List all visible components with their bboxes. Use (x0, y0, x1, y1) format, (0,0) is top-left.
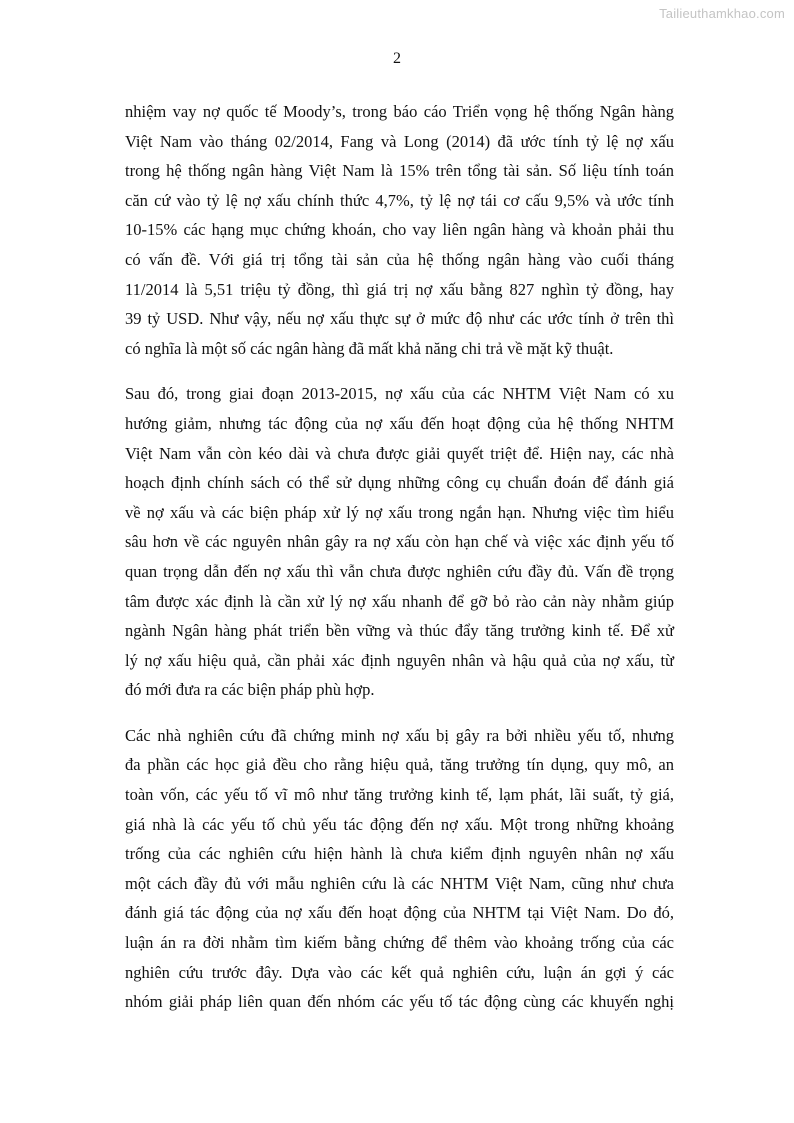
text-line: đa phần các học giả đều cho rằng hiệu quả, tăng trưởng tín dụng, quy mô, an (125, 755, 674, 775)
text-line: có vấn đề. Với giá trị tổng tài sản của hệ thống ngân hàng vào cuối tháng (125, 249, 674, 269)
text-line: nhóm giải pháp liên quan đến nhóm các yếu tố tác động cùng các khuyến nghị (125, 992, 674, 1012)
text-line: hướng giảm, nhưng tác động của nợ xấu đến hoạt động của hệ thống NHTM (125, 413, 674, 433)
text-line: Sau đó, trong giai đoạn 2013-2015, nợ xấu của các NHTM Việt Nam có xu (125, 384, 674, 404)
text-line: 10-15% các hạng mục chứng khoán, cho vay liên ngân hàng và khoản phải thu (125, 220, 674, 240)
document-body (125, 97, 674, 1017)
text-line: trong hệ thống ngân hàng Việt Nam là 15% trên tổng tài sản. Số liệu tính toán (125, 161, 674, 181)
text-line: có nghĩa là một số các ngân hàng đã mất khả năng chi trả về mặt kỹ thuật. (125, 338, 614, 358)
text-line: trống của các nghiên cứu hiện hành là chưa kiểm định nguyên nhân nợ xấu (125, 844, 674, 864)
text-line: nhiệm vay nợ quốc tế Moody’s, trong báo cáo Triển vọng hệ thống Ngân hàng (125, 102, 674, 121)
text-line: đánh giá tác động của nợ xấu đến hoạt động của NHTM tại Việt Nam. Do đó, (125, 903, 674, 923)
text-line: về nợ xấu và các biện pháp xử lý nợ xấu trong ngắn hạn. Nhưng việc tìm hiểu (125, 502, 674, 522)
text-line: hoạch định chính sách có thể sử dụng những công cụ chuẩn đoán để đánh giá (125, 473, 674, 493)
paragraph-1 (125, 97, 674, 363)
text-line: Các nhà nghiên cứu đã chứng minh nợ xấu bị gây ra bởi nhiều yếu tố, nhưng (125, 725, 674, 745)
text-line: 39 tỷ USD. Như vậy, nếu nợ xấu thực sự ở mức độ như các ước tính ở trên thì (125, 309, 674, 329)
text-line: nghiên cứu trước đây. Dựa vào các kết quả nghiên cứu, luận án gợi ý các (125, 962, 674, 982)
text-line: một cách đầy đủ với mẫu nghiên cứu là các NHTM Việt Nam, cũng như chưa (125, 873, 674, 893)
watermark: Tailieuthamkhao.com (659, 6, 785, 21)
text-line: Việt Nam vẫn còn kéo dài và chưa được giải quyết triệt để. Hiện nay, các nhà (125, 443, 674, 463)
text-line: giá nhà là các yếu tố chủ yếu tác động đến nợ xấu. Một trong những khoảng (125, 814, 674, 834)
text-line: Việt Nam vào tháng 02/2014, Fang và Long (2014) đã ước tính tỷ lệ nợ xấu (125, 131, 674, 151)
text-line: căn cứ vào tỷ lệ nợ xấu chính thức 4,7%, tỷ lệ nợ tái cơ cấu 9,5% và ước tính (125, 190, 674, 210)
paragraph-3 (125, 721, 674, 1017)
text-line: sâu hơn về các nguyên nhân gây ra nợ xấu còn hạn chế và việc xác định yếu tố (125, 532, 674, 552)
text-line: 11/2014 là 5,51 triệu tỷ đồng, thì giá trị nợ xấu bằng 827 nghìn tỷ đồng, hay (125, 279, 674, 299)
text-line: lý nợ xấu hiệu quả, cần phải xác định nguyên nhân và hậu quả của nợ xấu, từ (125, 650, 674, 670)
page-number: 2 (393, 50, 401, 67)
text-line: quan trọng dẫn đến nợ xấu thì vẫn chưa được nghiên cứu đầy đủ. Vấn đề trọng (125, 561, 674, 581)
paragraph-2 (125, 379, 674, 705)
text-line: đó mới đưa ra các biện pháp phù hợp. (125, 680, 375, 700)
text-line: ngành Ngân hàng phát triển bền vững và thúc đẩy tăng trưởng kinh tế. Để xử (125, 621, 674, 641)
text-line: toàn vốn, các yếu tố vĩ mô như tăng trưởng kinh tế, lạm phát, lãi suất, tỷ giá, (125, 785, 674, 805)
text-line: luận án ra đời nhằm tìm kiếm bằng chứng để thêm vào khoảng trống của các (125, 933, 674, 953)
text-line: tâm được xác định là cần xử lý nợ xấu nhanh để gỡ bỏ rào cản này nhằm giúp (125, 591, 674, 611)
